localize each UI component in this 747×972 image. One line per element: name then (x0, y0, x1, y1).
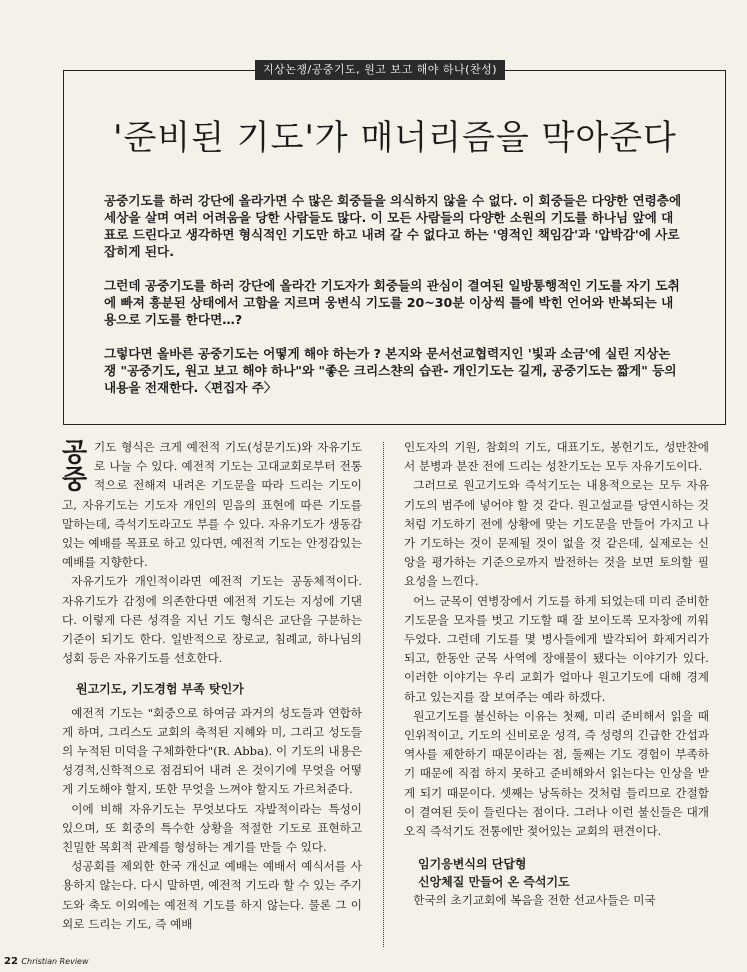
body-paragraph: 자유기도가 개인적이라면 예전적 기도는 공동체적이다. 자유기도가 감정에 의존한다면 예전적 기도는 지성에 기댄다. 이렇게 다른 성격을 지닌 기도 형식은 교단을 구분하는 기준이 되기도 한다. 일반적으로 장로교, 침례교, 하나님의 성회 등은 자유기도를 선호한다. (62, 574, 362, 666)
article-title: '준비된 기도'가 매너리즘을 막아준다 (113, 118, 677, 158)
intro-paragraph: 그런데 공중기도를 하러 강단에 올라간 기도자가 회중들의 관심이 결여된 일방통행적인 기도를 자기 도취에 빠져 흥분된 상태에서 고함을 지르며 웅변식 기도를 20~30분 이상씩 틀에 박힌 언어와 반복되는 내용으로 기도를 한다면…? (104, 278, 680, 327)
section-subhead (418, 855, 709, 891)
body-paragraph: 이에 비해 자유기도는 무엇보다도 자발적이라는 특성이 있으며, 또 회중의 특수한 상황을 적절한 기도로 표현하고 친밀한 목회적 관계를 형성하는 계기를 만들 수 있다. (62, 801, 362, 855)
magazine-name: Christian Review (21, 957, 89, 966)
body-paragraph: 예전적 기도는 "회중으로 하여금 과거의 성도들과 연합하게 하며, 그리스도 교회의 축적된 지혜와 미, 그리고 성도들의 누적된 미덕을 구체화한다"(R. Abba). 이 기도의 내용은 성경적,신학적으로 점검되어 내려 온 것이기에 무엇을 어떻게 기도해야 할지, 또한 무엇을 느껴야 할지도 가르쳐준다. (62, 705, 362, 797)
column-divider (383, 442, 384, 947)
page-footer (4, 956, 89, 967)
body-paragraph: 성공회를 제외한 한국 개신교 예배는 예배서 예식서를 사용하지 않는다. 다시 말하면, 예전적 기도라 할 수 있는 주기도와 축도 이외에는 예전적 기도를 하지 않는다. 물론 그 이외로 드리는 기도, 즉 예배 (62, 859, 362, 931)
left-column (62, 438, 362, 934)
subhead-line: 임기응변식의 단답형 (418, 857, 527, 872)
drop-cap: 공중 (62, 438, 88, 495)
section-subhead: 원고기도, 기도경험 부족 탓인가 (76, 682, 244, 697)
page-number: 22 (4, 956, 18, 967)
section-tag: 지상논쟁/공중기도, 원고 보고 해야 하나(찬성) (255, 60, 505, 80)
right-column (404, 438, 709, 910)
body-paragraph: 원고기도를 불신하는 이유는 첫째, 미리 준비해서 읽을 때 인위적이고, 기도의 신비로운 성격, 즉 성령의 긴급한 간섭과 역사를 제한하기 때문이라는 점, 둘째는 기도 경험이 부족하기 때문에 직접 하지 못하고 준비해와서 읽는다는 인상을 받게 되기 때문이다. 셋째는 낭독하는 것처럼 들리므로 간절함이 결여된 듯이 들린다는 점이다. 그러나 이런 불신들은 대개 오직 즉석기도 전통에만 젖어있는 교회의 편견이다. (404, 708, 709, 839)
body-paragraph: 한국의 초기교회에 복음을 전한 선교사들은 미국 (413, 893, 656, 908)
intro-paragraph: 공중기도를 하러 강단에 올라가면 수 많은 회중들을 의식하지 않을 수 없다. 이 회중들은 다양한 연령층에 세상을 살며 여러 어려움을 당한 사람들도 많다. 이 모든 사람들의 다양한 소원의 기도를 하나님 앞에 대표로 드린다고 생각하면 형식적인 기도만 하고 내려 갈 수 없다고 하는 '영적인 책임감'과 '압박감'에 사로 잡히게 된다. (104, 193, 682, 259)
body-paragraph: 그러므로 원고기도와 즉석기도는 내용적으로는 모두 자유기도의 범주에 넣어야 할 것 같다. 원고설교를 당연시하는 것처럼 기도하기 전에 상황에 맞는 기도문을 만들어 가지고 나가 기도하는 것이 문제될 것이 없을 것 같은데, 실제로는 신앙을 평가하는 기준으로까지 발전하는 것을 보면 토의할 필요성을 느낀다. (404, 478, 709, 589)
intro-box (104, 192, 682, 413)
body-paragraph: 어느 군목이 연병장에서 기도를 하게 되었는데 미리 준비한 기도문을 모자를 벗고 기도할 때 잘 보이도록 모자창에 끼워두었다. 그런데 기도를 몇 병사들에게 발각되어 화제거리가 되고, 한동안 군목 사역에 장애물이 됐다는 이야기가 있다. 이러한 이야기는 우리 교회가 얼마나 원고기도에 대해 경계하고 있는지를 잘 보여주는 예라 하겠다. (404, 593, 709, 704)
body-paragraph: 기도 형식은 크게 예전적 기도(성문기도)와 자유기도로 나눌 수 있다. 예전적 기도는 고대교회로부터 전통적으로 전해져 내려온 기도문을 따라 드리는 기도이고, 자유기도는 기도자 개인의 믿음의 표현에 따른 기도를 말하는데, 즉석기도라고도 부를 수 있다. 자유기도가 생동감있는 예배를 목표로 하고 있다면, 예전적 기도는 안정감있는 예배를 지향한다. (62, 440, 362, 570)
subhead-line: 신앙체질 만들어 온 즉석기도 (418, 875, 570, 890)
body-paragraph: 인도자의 기원, 참회의 기도, 대표기도, 봉헌기도, 성만찬에서 분병과 분잔 전에 드리는 성찬기도는 모두 자유기도이다. (404, 440, 709, 474)
intro-paragraph: 그렇다면 올바른 공중기도는 어떻게 해야 하는가 ? 본지와 문서선교협력지인 '빛과 소금'에 실린 지상논쟁 "공중기도, 원고 보고 해야 하나"와 "좋은 크리스챤의 습관- 개인기도는 길게, 공중기도는 짧게" 등의 내용을 전재한다.〈편집자 주〉 (104, 346, 677, 395)
